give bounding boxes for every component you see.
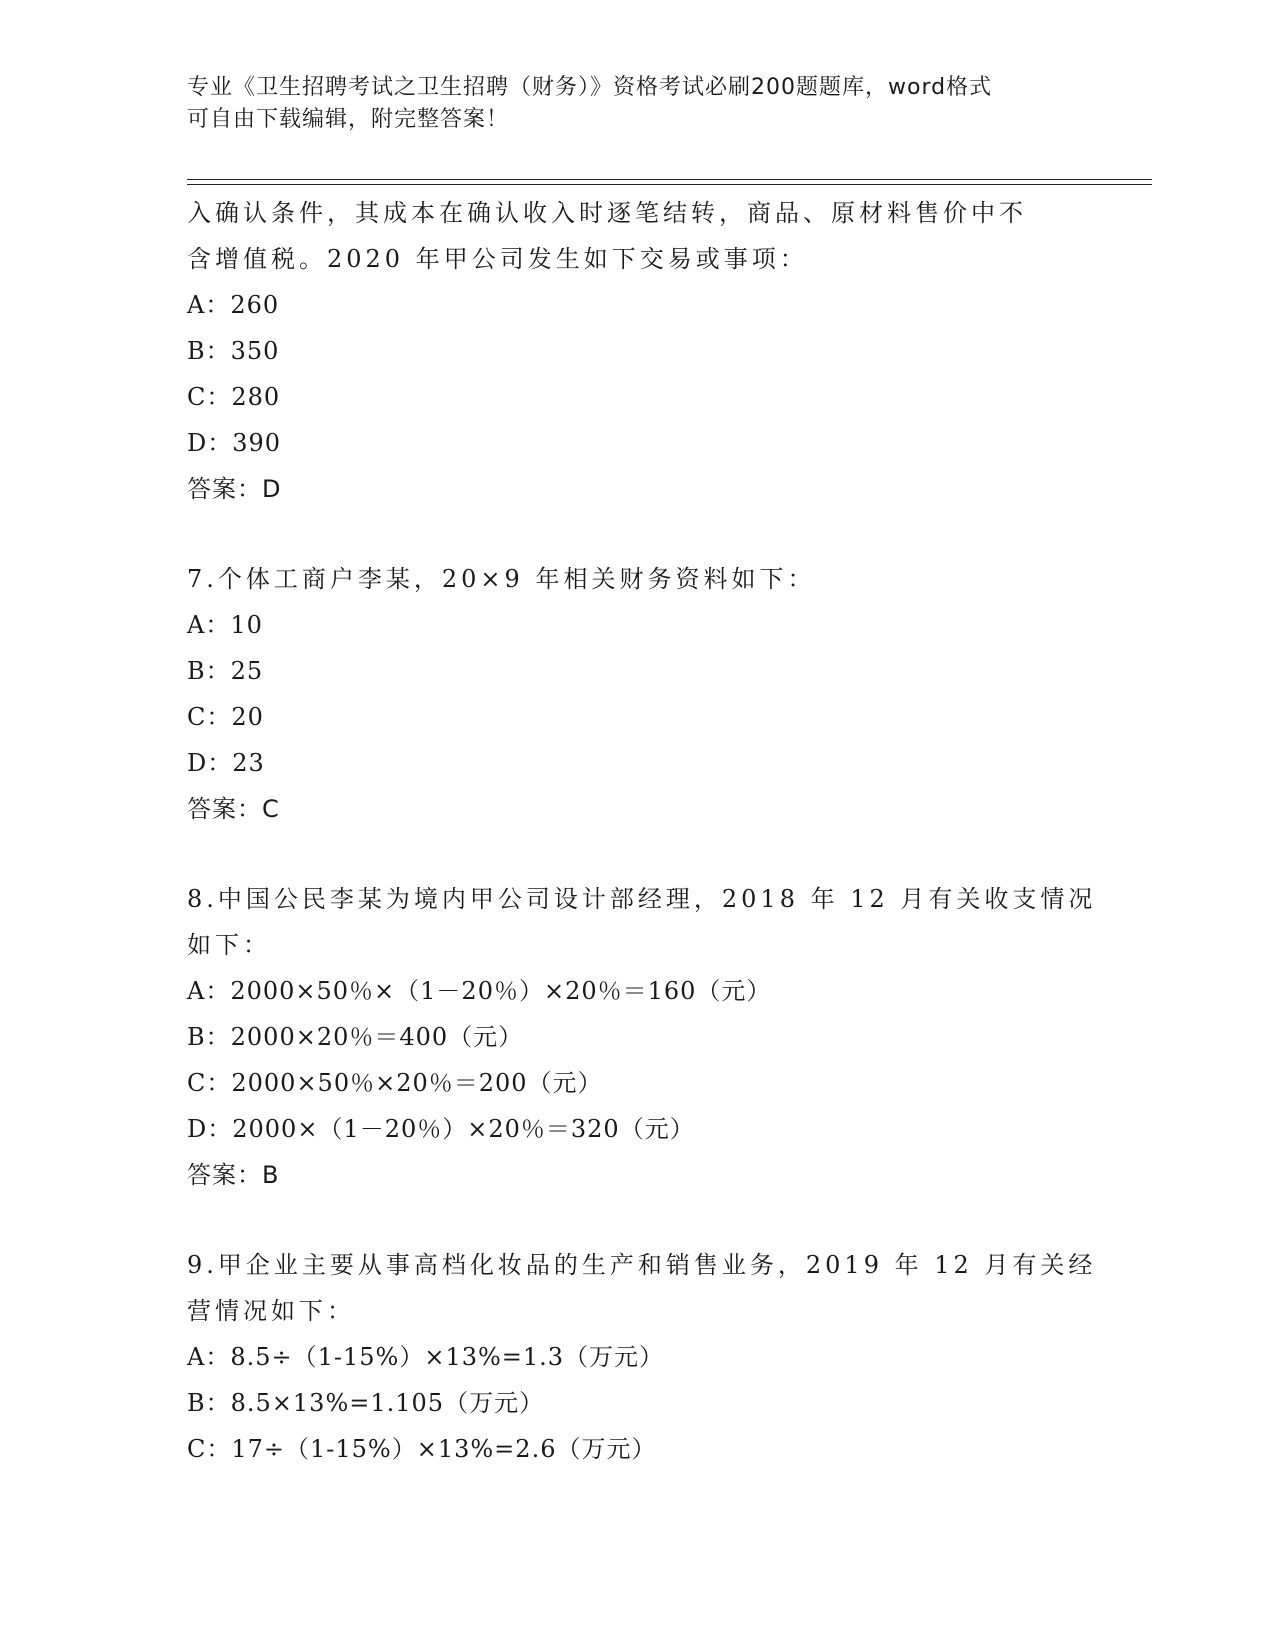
option-a: A：8.5÷（1-15%）×13%=1.3（万元） [187, 1343, 665, 1371]
question-stem: 如下： [187, 931, 271, 959]
header-line-2: 可自由下载编辑，附完整答案！ [187, 107, 510, 132]
question-7 [187, 556, 1087, 832]
question-6 [187, 190, 1087, 512]
option-b: B：2000×20％＝400（元） [187, 1023, 524, 1051]
header-divider-bottom [187, 184, 1152, 185]
option-c: C：2000×50％×20％＝200（元） [187, 1069, 603, 1097]
answer-label: 答案：D [187, 475, 282, 503]
option-d: D：390 [187, 429, 282, 457]
option-b: B：8.5×13%=1.105（万元） [187, 1389, 545, 1417]
header-line-1: 专业《卫生招聘考试之卫生招聘（财务）》资格考试必刷200题题库，word格式 [187, 75, 993, 100]
option-c: C：20 [187, 703, 264, 731]
option-b: B：25 [187, 657, 264, 685]
question-stem: 入确认条件，其成本在确认收入时逐笔结转，商品、原材料售价中不 [187, 199, 1027, 227]
option-c: C：17÷（1-15%）×13%=2.6（万元） [187, 1435, 657, 1463]
question-8 [187, 876, 1097, 1198]
question-9 [187, 1242, 1097, 1472]
question-stem: 9.甲企业主要从事高档化妆品的生产和销售业务，2019 年 12 月有关经 [187, 1251, 1097, 1279]
question-stem: 7.个体工商户李某，20×9 年相关财务资料如下： [187, 565, 816, 593]
option-b: B：350 [187, 337, 280, 365]
option-c: C：280 [187, 383, 281, 411]
header-divider-top [187, 179, 1152, 180]
question-stem: 8.中国公民李某为境内甲公司设计部经理，2018 年 12 月有关收支情况 [187, 885, 1097, 913]
option-a: A：260 [187, 291, 280, 319]
answer-label: 答案：B [187, 1161, 280, 1189]
option-a: A：10 [187, 611, 263, 639]
option-d: D：2000×（1－20％）×20％＝320（元） [187, 1115, 695, 1143]
option-d: D：23 [187, 749, 265, 777]
document-header [187, 72, 1087, 136]
option-a: A：2000×50％×（1－20％）×20％＝160（元） [187, 977, 772, 1005]
question-content [187, 190, 1097, 1472]
question-stem: 含增值税。2020 年甲公司发生如下交易或事项： [187, 245, 808, 273]
question-stem: 营情况如下： [187, 1297, 355, 1325]
answer-label: 答案：C [187, 795, 280, 823]
